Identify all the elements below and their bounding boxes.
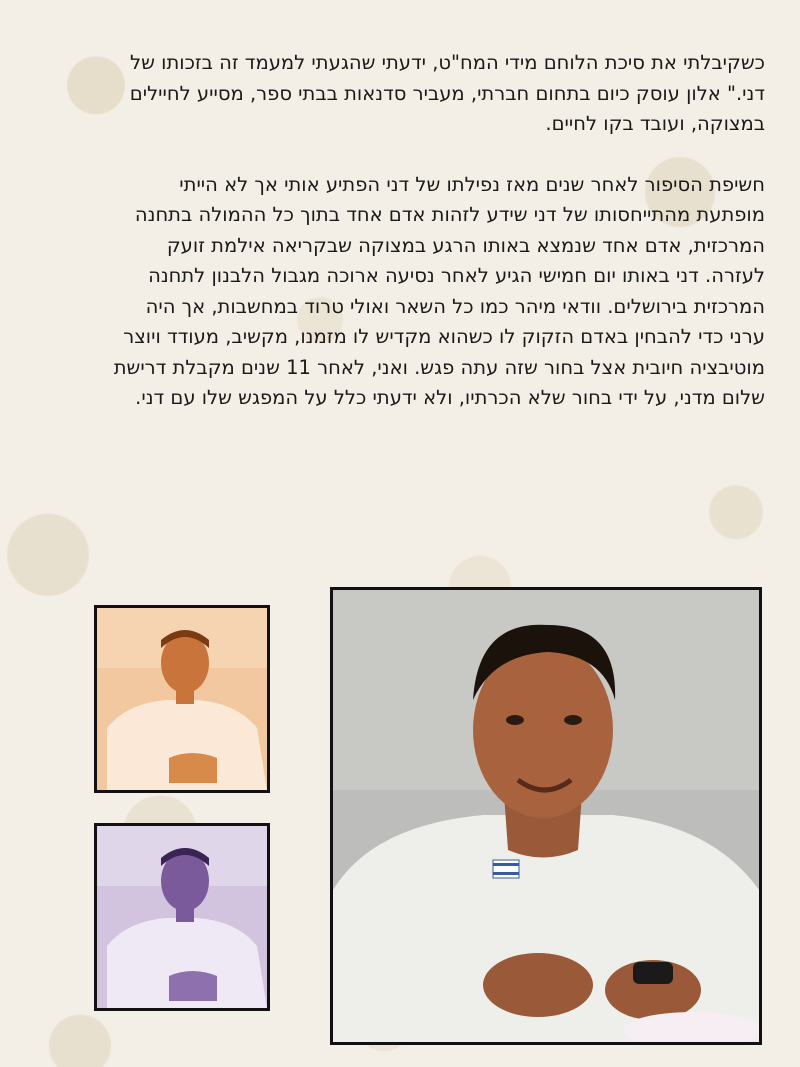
portrait-purple-illustration (97, 826, 267, 1008)
paragraph-2: חשיפת הסיפור לאחר שנים מאז נפילתו של דני הפתיע אותי אך לא הייתי מופתעת מהתייחסותו של דני שידע לזהות אדם אחד בתוך כל ההמולה בתחנה המרכזית, אדם אחד שנמצא באותו הרגע במצוקה שבקריאה אילמת זועק לעזרה. דני באותו יום חמישי הגיע לאחר נסיעה ארוכה מגבול הלבנון לתחנה המרכזית בירושלים. וודאי מיהר כמו כל השאר ואולי טרוד במחשבות, אך היה ערני כדי להבחין באדם הזקוק לו כשהוא מקדיש לו מזמנו, מקשיב, מעודד ויוצר מוטיבציה חיובית אצל בחור שזה עתה פגש. ואני, לאחר 11 שנים מקבלת דרישת שלום מדני, על ידי בחור שלא הכרתיו, ולא ידעתי כלל על המפגש שלו עם דני. (113, 172, 765, 409)
portrait-photo-purple-tint (94, 823, 270, 1011)
portrait-orange-illustration (97, 608, 267, 790)
portrait-photo-orange-tint (94, 605, 270, 793)
portrait-photo-main (330, 587, 762, 1045)
article-text (105, 48, 765, 414)
paragraph-1: כשקיבלתי את סיכת הלוחם מידי המח"ט, ידעתי שהגעתי למעמד זה בזכותו של דני." אלון עוסק כיום בתחום חברתי, מעביר סדנאות בבתי ספר, מסייע לחיילים במצוקה, ועובד בקו לחיים. (129, 51, 765, 135)
portrait-main-illustration (333, 590, 759, 1042)
